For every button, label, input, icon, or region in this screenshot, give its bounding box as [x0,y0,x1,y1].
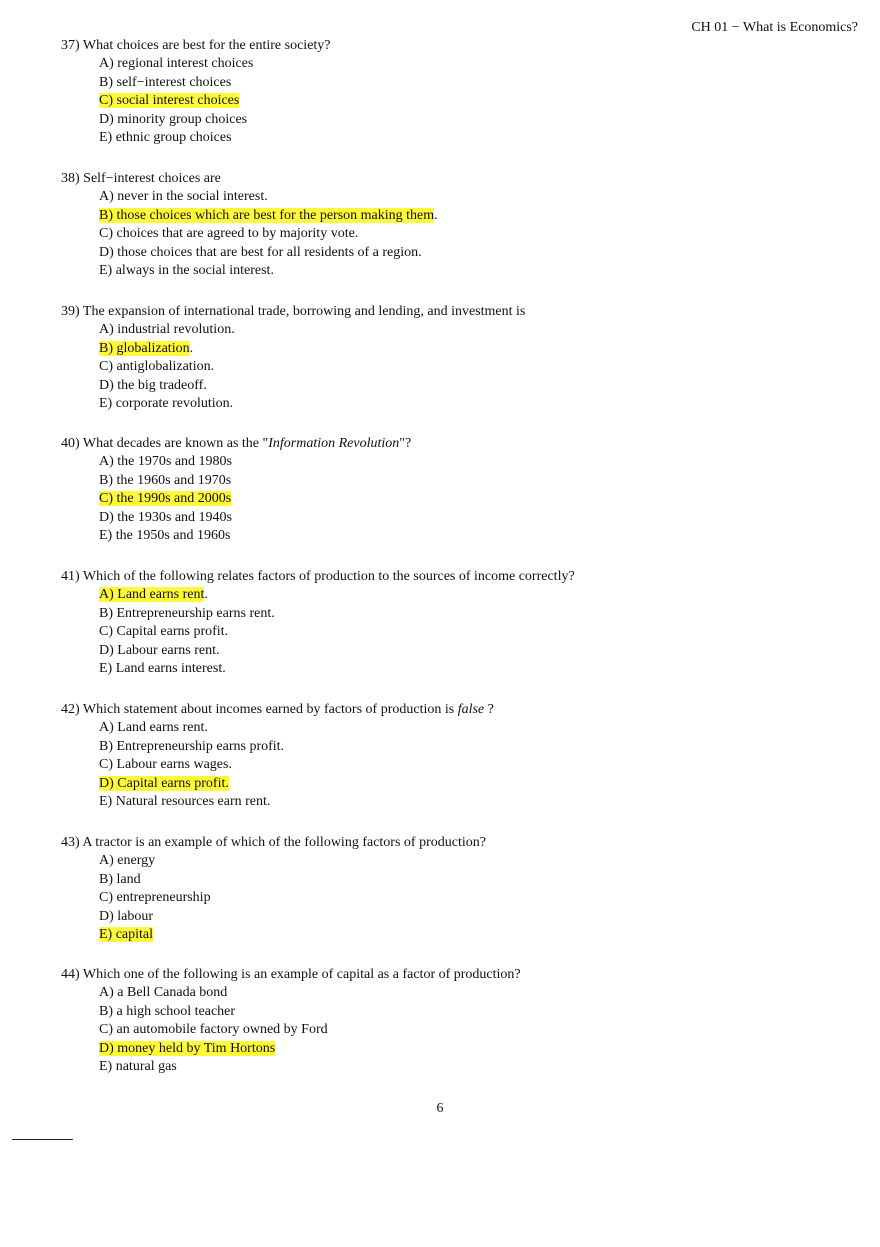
option-a-answer: A) Land earns rent. [99,587,208,603]
page-header: CH 01 − What is Economics? [691,20,858,35]
footnote-rule [12,1139,73,1140]
answer-highlight: E) capital [99,927,154,943]
option-a: A) energy [99,853,156,869]
question-41 [61,568,851,678]
option-a: A) Land earns rent. [99,720,208,736]
question-37 [61,37,851,147]
question-stem: 38) Self−interest choices are [61,171,221,186]
answer-highlight: B) globalization [99,340,190,356]
question-43 [61,834,851,944]
option-c-answer [99,92,851,110]
option-e: E) the 1950s and 1960s [99,528,231,544]
answer-highlight: B) those choices which are best for the person making them [99,207,435,223]
question-stem: 44) Which one of the following is an example of capital as a factor of production? [61,967,521,982]
option-e: E) Land earns interest. [99,661,226,677]
option-c-answer [99,490,851,508]
option-a: A) the 1970s and 1980s [99,454,232,470]
answer-highlight: A) Land earns rent [99,587,205,603]
option-b: B) a high school teacher [99,1003,236,1019]
option-c: C) antiglobalization. [99,359,215,375]
option-e: E) ethnic group choices [99,130,232,146]
option-d: D) the 1930s and 1940s [99,509,232,525]
page-number: 6 [436,1101,444,1116]
option-b: B) the 1960s and 1970s [99,472,232,488]
option-b: B) Entrepreneurship earns rent. [99,605,275,621]
question-39 [61,303,851,413]
answer-highlight: C) the 1990s and 2000s [99,491,232,507]
option-d: D) minority group choices [99,111,248,127]
option-d-answer [99,1040,851,1058]
question-stem: 37) What choices are best for the entire society? [61,38,331,53]
option-c: C) Capital earns profit. [99,624,229,640]
option-b: B) Entrepreneurship earns profit. [99,738,285,754]
option-b: B) self−interest choices [99,74,232,90]
answer-highlight: D) money held by Tim Hortons [99,1040,276,1056]
option-a: A) industrial revolution. [99,322,235,338]
question-stem: 42) Which statement about incomes earned by factors of production is false ? [61,702,494,717]
option-c: C) entrepreneurship [99,890,211,906]
question-44 [61,966,851,1076]
question-stem: 39) The expansion of international trade, borrowing and lending, and investment is [61,304,526,319]
option-e-answer [99,926,851,944]
option-c: C) choices that are agreed to by majority vote. [99,226,359,242]
answer-highlight: D) Capital earns profit. [99,775,229,791]
option-d: D) those choices that are best for all residents of a region. [99,244,422,260]
option-e: E) Natural resources earn rent. [99,794,271,810]
option-c: C) Labour earns wages. [99,757,232,773]
option-e: E) natural gas [99,1059,177,1075]
option-d-answer [99,775,851,793]
option-c: C) an automobile factory owned by Ford [99,1022,328,1038]
option-e: E) always in the social interest. [99,263,274,279]
option-d: D) labour [99,908,154,924]
question-42 [61,701,851,811]
option-b-answer: B) those choices which are best for the person making them. [99,207,438,223]
option-a: A) never in the social interest. [99,189,268,205]
option-a: A) a Bell Canada bond [99,985,228,1001]
option-b: B) land [99,871,141,887]
option-b-answer: B) globalization. [99,340,194,356]
option-e: E) corporate revolution. [99,396,234,412]
answer-highlight: C) social interest choices [99,93,240,109]
question-38 [61,170,851,280]
question-stem: 40) What decades are known as the "Information Revolution"? [61,436,412,451]
option-d: D) Labour earns rent. [99,642,220,658]
question-stem: 41) Which of the following relates factors of production to the sources of income correctly? [61,569,575,584]
question-40 [61,435,851,545]
question-stem: 43) A tractor is an example of which of the following factors of production? [61,835,486,850]
option-d: D) the big tradeoff. [99,377,207,393]
option-a: A) regional interest choices [99,56,254,72]
